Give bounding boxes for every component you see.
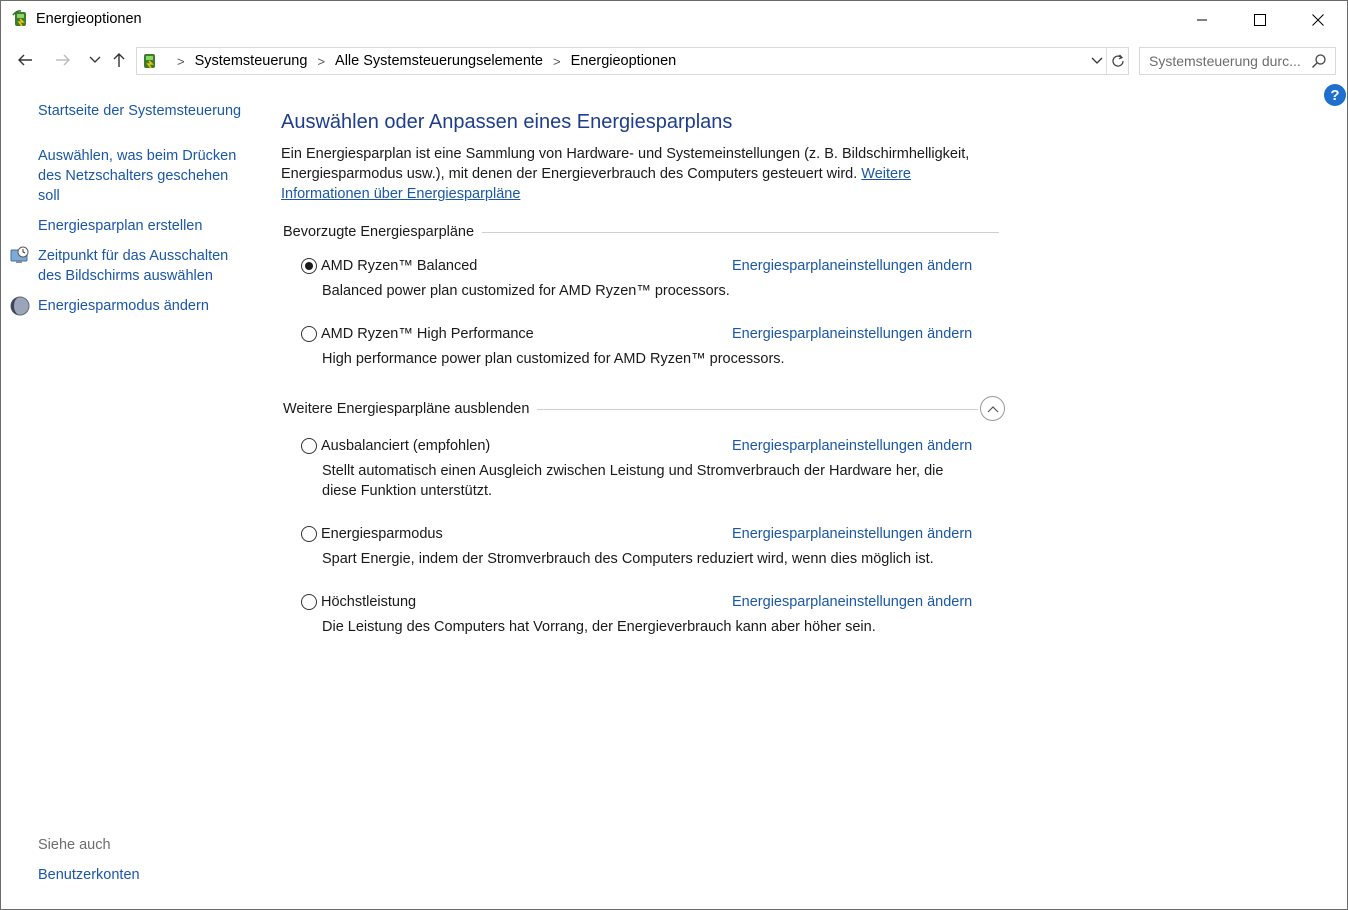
breadcrumb-item-all-items[interactable]: Alle Systemsteuerungselemente — [335, 53, 543, 69]
sidebar — [1, 81, 261, 901]
breadcrumb-separator[interactable]: > — [177, 53, 185, 69]
address-history-dropdown[interactable] — [1087, 48, 1107, 74]
sidebar-item-create-plan[interactable]: Energiesparplan erstellen — [38, 218, 203, 234]
monitor-clock-icon — [10, 246, 30, 266]
intro-text: Ein Energiesparplan ist eine Sammlung von Hardware- und Systemeinstellungen (z. B. Bildschirmhelligkeit, Energiesparmodus usw.), mit denen der Energieverbrauch des Computers gesteuert wird. — [281, 146, 970, 182]
arrow-right-icon — [55, 53, 71, 67]
help-icon[interactable]: ? — [1324, 84, 1346, 106]
maximize-button[interactable] — [1231, 1, 1289, 39]
recent-locations-button[interactable] — [83, 47, 107, 73]
address-bar[interactable] — [136, 47, 1129, 75]
breadcrumb-separator[interactable]: > — [317, 53, 326, 69]
section-heading[interactable]: Weitere Energiesparpläne ausblenden — [283, 401, 530, 417]
breadcrumb-separator[interactable]: > — [552, 53, 561, 69]
change-plan-settings-link[interactable]: Energiesparplaneinstellungen ändern — [732, 438, 973, 454]
minimize-button[interactable] — [1173, 1, 1231, 39]
change-plan-settings-link[interactable]: Energiesparplaneinstellungen ändern — [732, 594, 973, 610]
close-icon — [1312, 14, 1324, 26]
change-plan-settings-link[interactable]: Energiesparplaneinstellungen ändern — [732, 258, 973, 274]
plan-radio[interactable] — [301, 594, 317, 610]
breadcrumb-item-energieoptionen[interactable]: Energieoptionen — [570, 53, 677, 69]
chevron-up-icon — [987, 405, 999, 413]
arrow-left-icon — [17, 53, 33, 67]
breadcrumb-item-systemsteuerung[interactable]: Systemsteuerung — [194, 53, 308, 69]
intro-paragraph — [281, 144, 1001, 204]
back-button[interactable] — [13, 47, 37, 73]
maximize-icon — [1254, 14, 1266, 26]
search-input[interactable] — [1139, 47, 1336, 75]
section-heading: Bevorzugte Energiesparpläne — [283, 224, 475, 240]
minimize-icon — [1196, 14, 1208, 26]
change-plan-settings-link[interactable]: Energiesparplaneinstellungen ändern — [732, 526, 973, 542]
plan-radio[interactable] — [301, 526, 317, 542]
sidebar-item-sleep-mode[interactable]: Energiesparmodus ändern — [38, 298, 209, 314]
plan-radio[interactable] — [301, 438, 317, 454]
plan-description: Balanced power plan customized for AMD Ryzen™ processors. — [322, 283, 730, 299]
up-button[interactable] — [107, 47, 131, 73]
divider — [482, 232, 999, 233]
refresh-icon — [1110, 53, 1126, 69]
power-options-icon — [11, 9, 31, 29]
page-title: Auswählen oder Anpassen eines Energiesparplans — [281, 111, 733, 133]
collapse-more-plans-button[interactable] — [980, 396, 1005, 421]
plan-name[interactable]: Ausbalanciert (empfohlen) — [321, 438, 491, 454]
refresh-button[interactable] — [1107, 48, 1129, 74]
see-also-heading: Siehe auch — [38, 837, 111, 853]
plan-description: High performance power plan customized for AMD Ryzen™ processors. — [322, 351, 785, 367]
sidebar-item-display-off-time[interactable]: Zeitpunkt für das Ausschalten des Bildschirms auswählen — [38, 248, 229, 284]
arrow-up-icon — [112, 52, 126, 68]
navigation-bar — [1, 43, 1347, 77]
divider — [537, 409, 978, 410]
more-plans-section-header[interactable] — [283, 399, 978, 419]
title-bar — [1, 1, 1347, 39]
breadcrumb — [167, 48, 676, 74]
plan-description: Stellt automatisch einen Ausgleich zwischen Leistung und Stromverbrauch der Hardware her, die diese Funktion unterstützt. — [322, 463, 944, 499]
window-title: Energieoptionen — [36, 11, 142, 27]
forward-button[interactable] — [51, 47, 75, 73]
more-info-link[interactable]: Weitere Informationen über Energiesparpläne — [281, 166, 911, 202]
sidebar-item-control-panel-home[interactable]: Startseite der Systemsteuerung — [38, 103, 242, 119]
plan-name[interactable]: Höchstleistung — [321, 594, 417, 610]
control-panel-icon — [140, 51, 160, 71]
search-icon[interactable] — [1311, 53, 1327, 69]
close-button[interactable] — [1289, 1, 1347, 39]
plan-name[interactable]: AMD Ryzen™ Balanced — [321, 258, 478, 274]
plan-description: Spart Energie, indem der Stromverbrauch des Computers reduziert wird, wenn dies möglich ist. — [322, 551, 934, 567]
chevron-down-icon — [1091, 57, 1103, 65]
plan-radio[interactable] — [301, 326, 317, 342]
moon-icon — [10, 296, 30, 316]
plan-radio-selected[interactable] — [301, 258, 317, 274]
preferred-plans-section — [283, 222, 999, 242]
chevron-down-icon — [89, 56, 101, 64]
plan-name[interactable]: AMD Ryzen™ High Performance — [321, 326, 534, 342]
see-also-user-accounts-link[interactable]: Benutzerkonten — [38, 867, 140, 883]
sidebar-item-power-button-action[interactable]: Auswählen, was beim Drücken des Netzschalters geschehen soll — [38, 148, 237, 204]
search-placeholder: Systemsteuerung durc... — [1149, 53, 1301, 69]
change-plan-settings-link[interactable]: Energiesparplaneinstellungen ändern — [732, 326, 973, 342]
plan-name[interactable]: Energiesparmodus — [321, 526, 443, 542]
plan-description: Die Leistung des Computers hat Vorrang, der Energieverbrauch kann aber höher sein. — [322, 619, 876, 635]
